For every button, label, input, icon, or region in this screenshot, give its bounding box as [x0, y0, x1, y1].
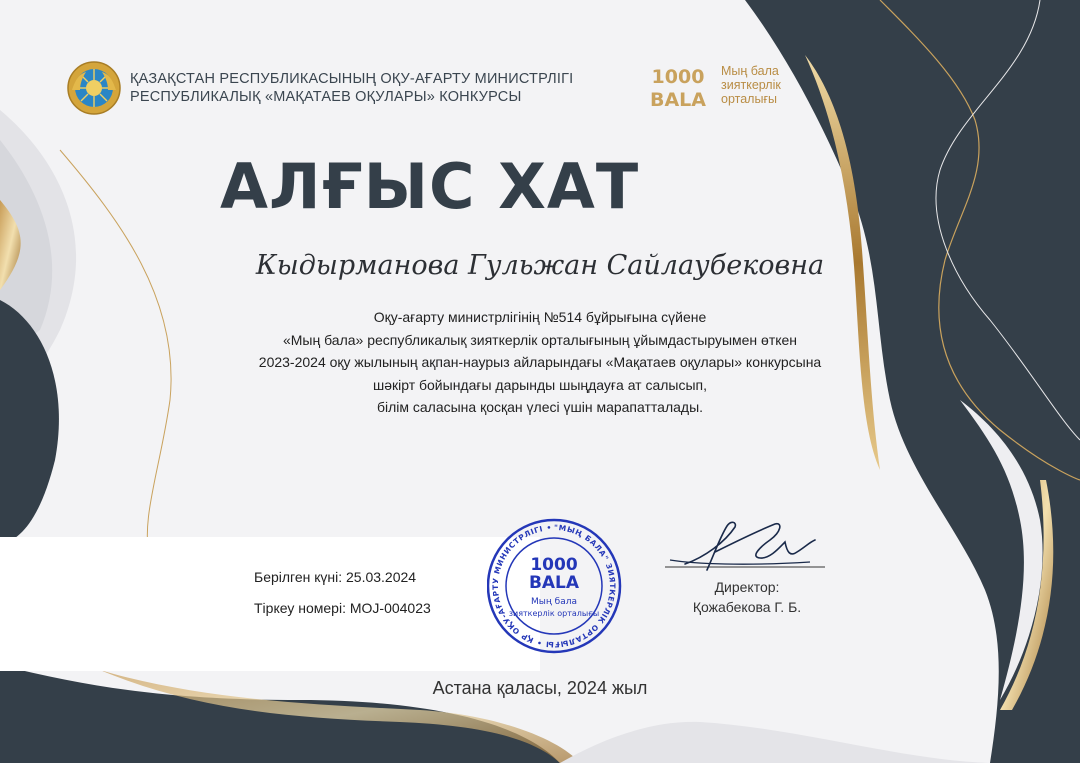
- stamp-mark-bottom: BALA: [528, 573, 580, 593]
- ministry-line-1: ҚАЗАҚСТАН РЕСПУБЛИКАСЫНЫҢ ОҚУ-АҒАРТУ МИНИСТРЛІГІ: [130, 71, 574, 87]
- certificate-body: [200, 306, 880, 419]
- body-line: 2023-2024 оқу жылының ақпан-наурыз айларындағы «Мақатаев оқулары» конкурсына: [258, 354, 822, 370]
- city-year-row: [0, 678, 1080, 699]
- body-line: шәкірт бойындағы дарынды шыңдауға ат салысып,: [372, 376, 708, 393]
- issued-date: Берілген күні: 25.03.2024: [254, 569, 417, 585]
- director-title: Директор:: [714, 579, 780, 595]
- stamp-line-1: Мың бала: [530, 597, 578, 607]
- ministry-line-2: РЕСПУБЛИКАЛЫҚ «МАҚАТАЕВ ОҚУЛАРЫ» КОНКУРСЫ: [130, 89, 522, 105]
- logo-text-line-3: орталығы: [721, 92, 777, 106]
- body-line: білім саласына қосқан үлесі үшін марапатталады.: [376, 399, 704, 415]
- registration-number: Тіркеу номері: MOJ-004023: [254, 600, 431, 616]
- logo-mark-bottom: BALA: [650, 89, 706, 110]
- body-line: «Мың бала» республикалық зияткерлік орталығының ұйымдастыруымен өткен: [282, 331, 798, 348]
- stamp-ring-text: "МЫҢ БАЛА" ЗИЯТКЕРЛІК ОРТАЛЫҒЫ • ҚР ОҚУ-АҒАРТУ МИНИСТРЛІГІ •: [490, 522, 617, 650]
- official-stamp-icon: [487, 512, 622, 662]
- stamp-mark-top: 1000: [530, 555, 578, 575]
- logo-text-line-2: зияткерлік: [721, 78, 781, 92]
- logo-text-line-1: Мың бала: [721, 64, 779, 78]
- kazakhstan-emblem-icon: [66, 60, 122, 116]
- stamp-line-2: зияткерлік орталығы: [508, 609, 600, 618]
- signature-icon: [665, 512, 825, 582]
- director-block: [686, 577, 808, 617]
- city-year: Астана қаласы, 2024 жыл: [432, 678, 648, 698]
- logo-text: [721, 64, 781, 106]
- certificate-title: АЛҒЫС ХАТ: [220, 150, 640, 223]
- body-line: Оқу-ағарту министрлігінің №514 бұйрығына сүйене: [373, 309, 707, 325]
- logo-mark-top: 1000: [651, 66, 705, 88]
- recipient-name: Кыдырманова Гульжан Сайлаубековна: [255, 250, 825, 281]
- director-name: Қожабекова Г. Б.: [692, 599, 802, 615]
- myn-bala-logo-icon: [640, 64, 716, 110]
- recipient-name-row: [0, 250, 1080, 281]
- ministry-header: [130, 70, 573, 106]
